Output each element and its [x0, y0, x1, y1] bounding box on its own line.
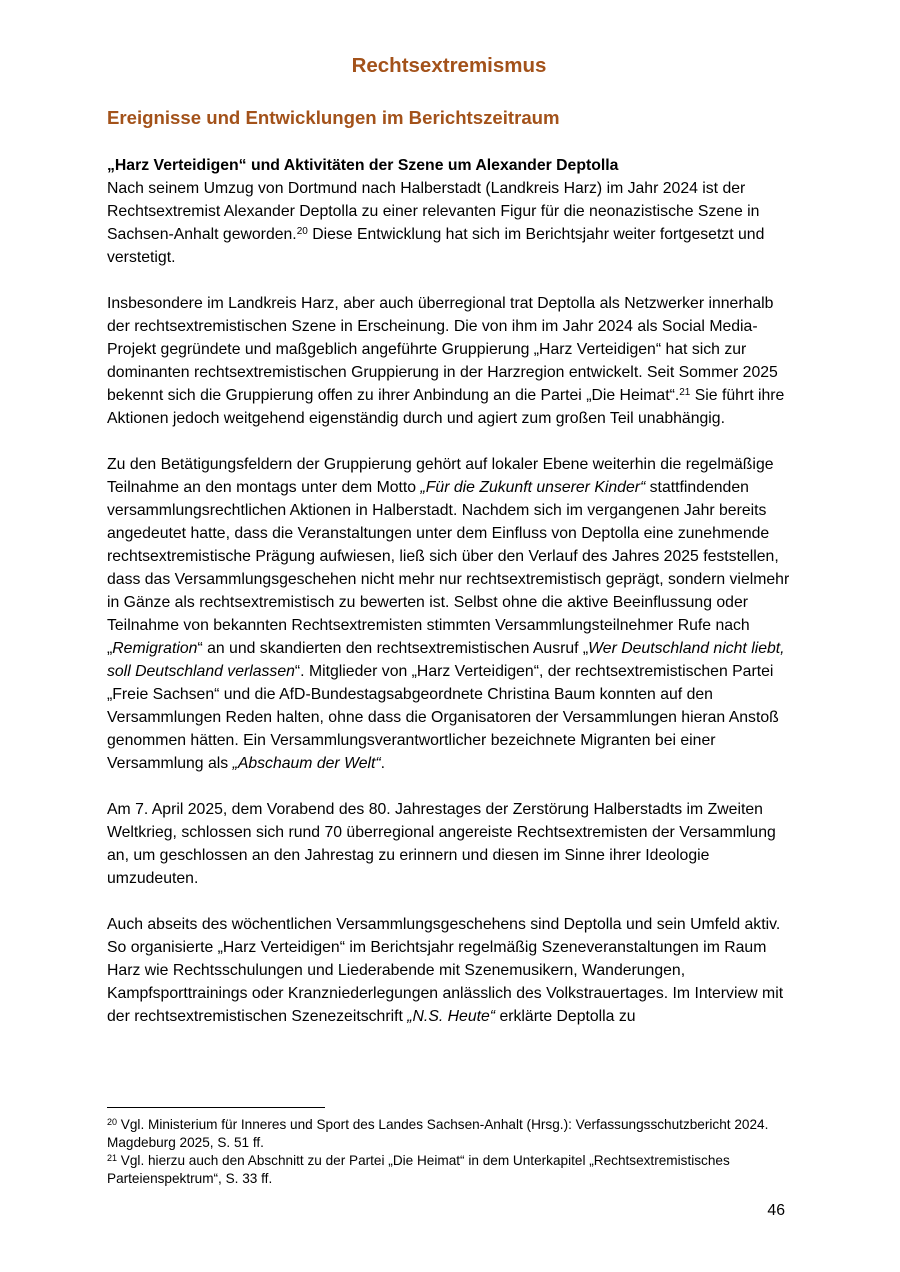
paragraph-3-text-c: “ an und skandierten den rechtsextremistischen Ausruf „	[197, 640, 589, 657]
paragraph-5-text-b: erklärte Deptolla zu	[495, 1008, 636, 1025]
footnote-ref-21: 21	[679, 387, 691, 398]
remigration-quote: Remigration	[112, 640, 198, 657]
paragraph-1-text-a: Nach seinem Umzug von Dortmund nach Halberstadt (Landkreis Harz) im Jahr 2024 ist der Rechtsextremist Alexander Deptolla zu einer relevanten Figur für die neonazistische Szene in Sachsen-Anhalt geworden.	[107, 180, 760, 243]
document-page	[107, 0, 797, 1272]
subheading: „Harz Verteidigen“ und Aktivitäten der Szene um Alexander Deptolla	[107, 157, 619, 174]
paragraph-4: Am 7. April 2025, dem Vorabend des 80. Jahrestages der Zerstörung Halberstadts im Zweiten Weltkrieg, schlossen sich rund 70 überregional angereiste Rechtsextremisten der Versammlung an, um geschlossen an den Jahrestag zu erinnern und diesen im Sinne ihrer Ideologie umzudeuten.	[107, 801, 776, 887]
footnote-ref-20: 20	[296, 226, 308, 237]
paragraph-2-text-a: Insbesondere im Landkreis Harz, aber auch überregional trat Deptolla als Netzwerker innerhalb der rechtsextremistischen Szene in Erscheinung. Die von ihm im Jahr 2024 als Social Media-Projekt gegründete und maßgeblich angeführte Gruppierung „Harz Verteidigen“ hat sich zur dominanten rechtsextremistischen Gruppierung in der Harzregion entwickelt. Seit Sommer 2025 bekennt sich die Gruppierung offen zu ihrer Anbindung an die Partei „Die Heimat“.	[107, 295, 778, 404]
footnote-number: 20	[107, 1117, 118, 1127]
page-number: 46	[767, 1202, 785, 1219]
paragraph-2	[107, 292, 797, 430]
paragraph-3-text-a: Zu den Betätigungsfeldern der Gruppierung gehört auf lokaler Ebene weiterhin die regelmäßige Teilnahme an den montags unter dem Motto	[107, 456, 774, 496]
chapter-title: Rechtsextremismus	[351, 54, 547, 77]
section-title: Ereignisse und Entwicklungen im Berichtszeitraum	[107, 107, 560, 128]
footnotes	[107, 1116, 797, 1188]
paragraph-3	[107, 453, 797, 775]
magazine-title: „N.S. Heute“	[407, 1008, 496, 1025]
footnote-20	[107, 1116, 797, 1152]
ausruf-quote: Wer Deutschland nicht liebt, soll Deutschland verlassen	[107, 640, 785, 680]
footnote-divider	[107, 1107, 325, 1108]
paragraph-1-text-b: Diese Entwicklung hat sich im Berichtsjahr weiter fortgesetzt und verstetigt.	[107, 226, 765, 266]
footnote-text: Vgl. Ministerium für Inneres und Sport des Landes Sachsen-Anhalt (Hrsg.): Verfassungsschutzbericht 2024. Magdeburg 2025, S. 51 ff.	[107, 1117, 769, 1150]
abschaum-quote: „Abschaum der Welt“	[232, 755, 381, 772]
paragraph-5	[107, 913, 797, 1028]
paragraph-3-text-d: “. Mitglieder von „Harz Verteidigen“, der rechtsextremistischen Partei „Freie Sachsen“ und die AfD-Bundestagsabgeordnete Christina Baum konnten auf den Versammlungen Reden halten, ohne dass die Organisatoren der Versammlungen hieran Anstoß genommen hätten. Ein Versammlungsverantwortlicher bezeichnete Migranten bei einer Versammlung als	[107, 663, 779, 772]
paragraph-1	[107, 154, 797, 269]
footnote-text: Vgl. hierzu auch den Abschnitt zu der Partei „Die Heimat“ in dem Unterkapitel „Rechtsextremistisches Parteienspektrum“, S. 33 ff.	[107, 1153, 730, 1186]
footnote-21	[107, 1152, 797, 1188]
motto-quote: „Für die Zukunft unserer Kinder“	[420, 479, 646, 496]
paragraph-5-text-a: Auch abseits des wöchentlichen Versammlungsgeschehens sind Deptolla und sein Umfeld aktiv. So organisierte „Harz Verteidigen“ im Berichtsjahr regelmäßig Szeneveranstaltungen im Raum Harz wie Rechtsschulungen und Liederabende mit Szenemusikern, Wanderungen, Kampfsporttrainings oder Kranzniederlegungen anlässlich des Volkstrauertages. Im Interview mit der rechtsextremistischen Szenezeitschrift	[107, 916, 784, 1025]
paragraph-3-text-e: .	[380, 755, 386, 772]
footnote-number: 21	[107, 1153, 118, 1163]
paragraph-2-text-b: Sie führt ihre Aktionen jedoch weitgehend eigenständig durch und agiert zum großen Teil unabhängig.	[107, 387, 785, 427]
paragraph-3-text-b: stattfindenden versammlungsrechtlichen Aktionen in Halberstadt. Nachdem sich im vergangenen Jahr bereits angedeutet hatte, dass die Veranstaltungen unter dem Einfluss von Deptolla eine zunehmende rechtsextremistische Prägung aufwiesen, ließ sich über den Verlauf des Jahres 2025 feststellen, dass das Versammlungsgeschehen nicht mehr nur rechtsextremistisch geprägt, sondern vielmehr in Gänze als rechtsextremistisch zu bewerten ist. Selbst ohne die aktive Beeinflussung oder Teilnahme von bekannten Rechtsextremisten stimmten Versammlungsteilnehmer Rufe nach „	[107, 479, 790, 657]
body-text	[107, 154, 797, 1051]
